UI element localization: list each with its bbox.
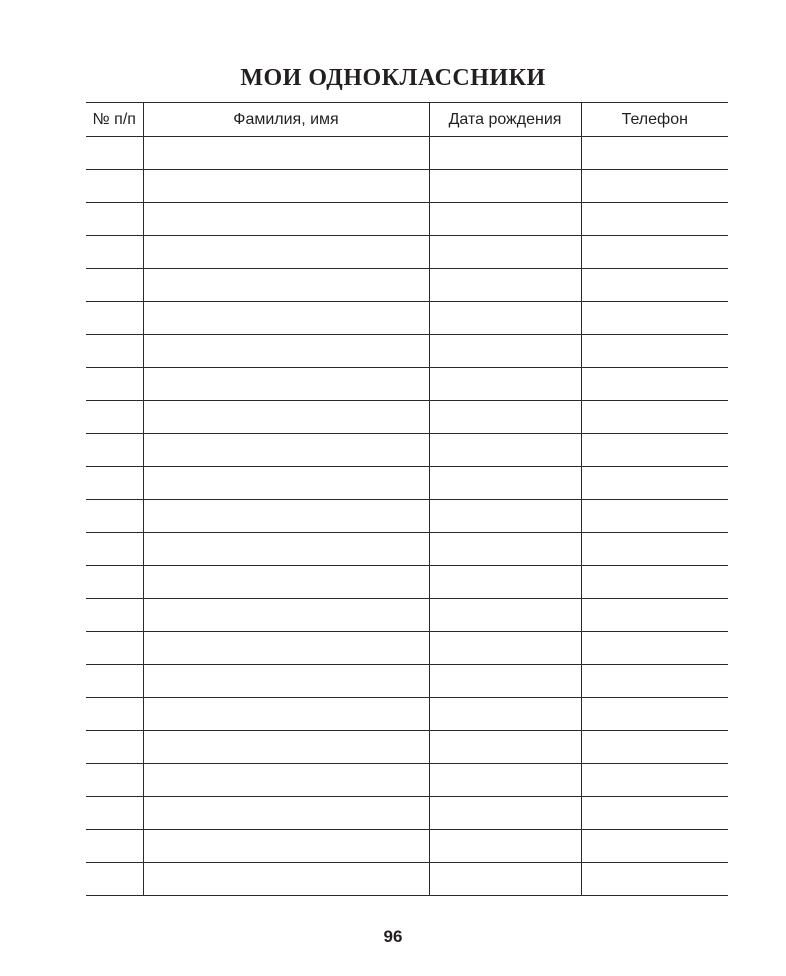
number-cell[interactable] [86, 566, 143, 599]
table-row [86, 137, 728, 170]
birthdate-cell[interactable] [429, 137, 581, 170]
table-row [86, 368, 728, 401]
table-row [86, 599, 728, 632]
phone-cell[interactable] [581, 533, 728, 566]
phone-cell[interactable] [581, 599, 728, 632]
number-cell[interactable] [86, 665, 143, 698]
number-cell[interactable] [86, 137, 143, 170]
number-cell[interactable] [86, 731, 143, 764]
column-header-birthdate: Дата рождения [429, 103, 581, 137]
table-row [86, 302, 728, 335]
table-row [86, 170, 728, 203]
number-cell[interactable] [86, 203, 143, 236]
phone-cell[interactable] [581, 335, 728, 368]
table-row [86, 533, 728, 566]
birthdate-cell[interactable] [429, 401, 581, 434]
phone-cell[interactable] [581, 797, 728, 830]
table-row [86, 335, 728, 368]
name-cell[interactable] [143, 368, 429, 401]
birthdate-cell[interactable] [429, 698, 581, 731]
name-cell[interactable] [143, 764, 429, 797]
birthdate-cell[interactable] [429, 599, 581, 632]
birthdate-cell[interactable] [429, 665, 581, 698]
table-body [86, 137, 728, 896]
page-number: 96 [383, 927, 403, 946]
phone-cell[interactable] [581, 698, 728, 731]
name-cell[interactable] [143, 236, 429, 269]
number-cell[interactable] [86, 599, 143, 632]
name-cell[interactable] [143, 830, 429, 863]
table-row [86, 566, 728, 599]
table-row [86, 203, 728, 236]
name-cell[interactable] [143, 137, 429, 170]
phone-cell[interactable] [581, 401, 728, 434]
birthdate-cell[interactable] [429, 731, 581, 764]
phone-cell[interactable] [581, 863, 728, 896]
header-row [86, 103, 728, 137]
column-header-phone: Телефон [581, 103, 728, 137]
number-cell[interactable] [86, 533, 143, 566]
table-row [86, 698, 728, 731]
number-cell[interactable] [86, 830, 143, 863]
name-cell[interactable] [143, 269, 429, 302]
number-cell[interactable] [86, 302, 143, 335]
name-cell[interactable] [143, 599, 429, 632]
name-cell[interactable] [143, 566, 429, 599]
phone-cell[interactable] [581, 566, 728, 599]
phone-cell[interactable] [581, 632, 728, 665]
phone-cell[interactable] [581, 368, 728, 401]
birthdate-cell[interactable] [429, 434, 581, 467]
table-row [86, 467, 728, 500]
birthdate-cell[interactable] [429, 236, 581, 269]
name-cell[interactable] [143, 467, 429, 500]
name-cell[interactable] [143, 863, 429, 896]
birthdate-cell[interactable] [429, 269, 581, 302]
column-header-name: Фамилия, имя [143, 103, 429, 137]
birthdate-cell[interactable] [429, 863, 581, 896]
phone-cell[interactable] [581, 434, 728, 467]
name-cell[interactable] [143, 434, 429, 467]
classmates-table-container [86, 102, 728, 904]
name-cell[interactable] [143, 533, 429, 566]
birthdate-cell[interactable] [429, 302, 581, 335]
number-cell[interactable] [86, 797, 143, 830]
phone-cell[interactable] [581, 302, 728, 335]
column-header-number: № п/п [86, 103, 143, 137]
number-cell[interactable] [86, 434, 143, 467]
phone-cell[interactable] [581, 203, 728, 236]
birthdate-cell[interactable] [429, 500, 581, 533]
name-cell[interactable] [143, 335, 429, 368]
table-row [86, 434, 728, 467]
number-cell[interactable] [86, 467, 143, 500]
birthdate-cell[interactable] [429, 368, 581, 401]
table-header [86, 103, 728, 137]
name-cell[interactable] [143, 170, 429, 203]
phone-cell[interactable] [581, 830, 728, 863]
number-cell[interactable] [86, 764, 143, 797]
table-row [86, 401, 728, 434]
phone-cell[interactable] [581, 236, 728, 269]
table-row [86, 731, 728, 764]
number-cell[interactable] [86, 335, 143, 368]
name-cell[interactable] [143, 500, 429, 533]
phone-cell[interactable] [581, 170, 728, 203]
number-cell[interactable] [86, 236, 143, 269]
phone-cell[interactable] [581, 467, 728, 500]
birthdate-cell[interactable] [429, 797, 581, 830]
table-row [86, 797, 728, 830]
name-cell[interactable] [143, 797, 429, 830]
birthdate-cell[interactable] [429, 830, 581, 863]
table-row [86, 764, 728, 797]
birthdate-cell[interactable] [429, 467, 581, 500]
page-title: МОИ ОДНОКЛАССНИКИ [240, 65, 546, 91]
table-row [86, 269, 728, 302]
name-cell[interactable] [143, 731, 429, 764]
birthdate-cell[interactable] [429, 566, 581, 599]
phone-cell[interactable] [581, 665, 728, 698]
name-cell[interactable] [143, 401, 429, 434]
phone-cell[interactable] [581, 764, 728, 797]
name-cell[interactable] [143, 698, 429, 731]
number-cell[interactable] [86, 368, 143, 401]
phone-cell[interactable] [581, 137, 728, 170]
number-cell[interactable] [86, 698, 143, 731]
birthdate-cell[interactable] [429, 335, 581, 368]
table-row [86, 863, 728, 896]
number-cell[interactable] [86, 401, 143, 434]
name-cell[interactable] [143, 665, 429, 698]
phone-cell[interactable] [581, 731, 728, 764]
number-cell[interactable] [86, 500, 143, 533]
number-cell[interactable] [86, 170, 143, 203]
classmates-table [86, 102, 728, 896]
table-row [86, 236, 728, 269]
number-cell[interactable] [86, 269, 143, 302]
birthdate-cell[interactable] [429, 632, 581, 665]
name-cell[interactable] [143, 302, 429, 335]
number-cell[interactable] [86, 863, 143, 896]
table-row [86, 632, 728, 665]
number-cell[interactable] [86, 632, 143, 665]
birthdate-cell[interactable] [429, 170, 581, 203]
table-row [86, 500, 728, 533]
name-cell[interactable] [143, 203, 429, 236]
table-row [86, 830, 728, 863]
birthdate-cell[interactable] [429, 533, 581, 566]
birthdate-cell[interactable] [429, 764, 581, 797]
phone-cell[interactable] [581, 500, 728, 533]
phone-cell[interactable] [581, 269, 728, 302]
table-row [86, 665, 728, 698]
birthdate-cell[interactable] [429, 203, 581, 236]
name-cell[interactable] [143, 632, 429, 665]
